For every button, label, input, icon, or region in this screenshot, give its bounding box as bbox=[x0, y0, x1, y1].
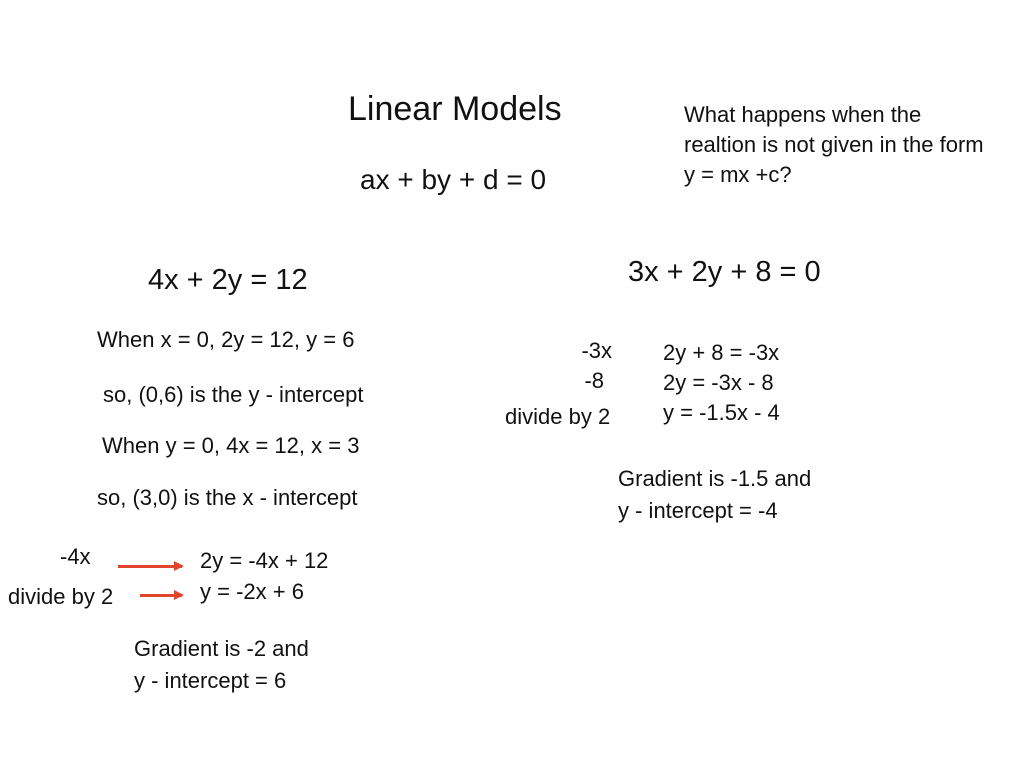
general-form-equation: ax + by + d = 0 bbox=[360, 164, 547, 195]
right-operation-2: -8 bbox=[584, 368, 604, 393]
left-operation-2: divide by 2 bbox=[8, 584, 114, 609]
right-result-1: 2y + 8 = -3x bbox=[663, 340, 780, 365]
right-operation-3: divide by 2 bbox=[505, 404, 611, 429]
slide-title: Linear Models bbox=[348, 90, 562, 128]
left-step-4: so, (3,0) is the x - intercept bbox=[97, 485, 358, 510]
left-step-1: When x = 0, 2y = 12, y = 6 bbox=[97, 327, 355, 352]
left-conclusion-line-1: Gradient is -2 and bbox=[134, 636, 309, 661]
left-operation-1: -4x bbox=[60, 544, 91, 569]
right-conclusion-line-1: Gradient is -1.5 and bbox=[618, 466, 812, 491]
left-result-2: y = -2x + 6 bbox=[200, 579, 304, 604]
question-note: What happens when the realtion is not given in the form y = mx +c? bbox=[684, 102, 984, 187]
right-conclusion-line-2: y - intercept = -4 bbox=[618, 498, 778, 523]
left-result-1: 2y = -4x + 12 bbox=[200, 548, 329, 573]
left-conclusion-line-2: y - intercept = 6 bbox=[134, 668, 287, 693]
right-result-3: y = -1.5x - 4 bbox=[663, 400, 780, 425]
left-step-3: When y = 0, 4x = 12, x = 3 bbox=[102, 433, 360, 458]
left-arrow-2-icon bbox=[140, 594, 182, 597]
right-result-2: 2y = -3x - 8 bbox=[663, 370, 774, 395]
right-operation-1: -3x bbox=[581, 338, 612, 363]
right-equation: 3x + 2y + 8 = 0 bbox=[628, 256, 821, 288]
left-arrow-1-icon bbox=[118, 565, 182, 568]
left-equation: 4x + 2y = 12 bbox=[148, 264, 308, 296]
left-step-2: so, (0,6) is the y - intercept bbox=[103, 382, 364, 407]
